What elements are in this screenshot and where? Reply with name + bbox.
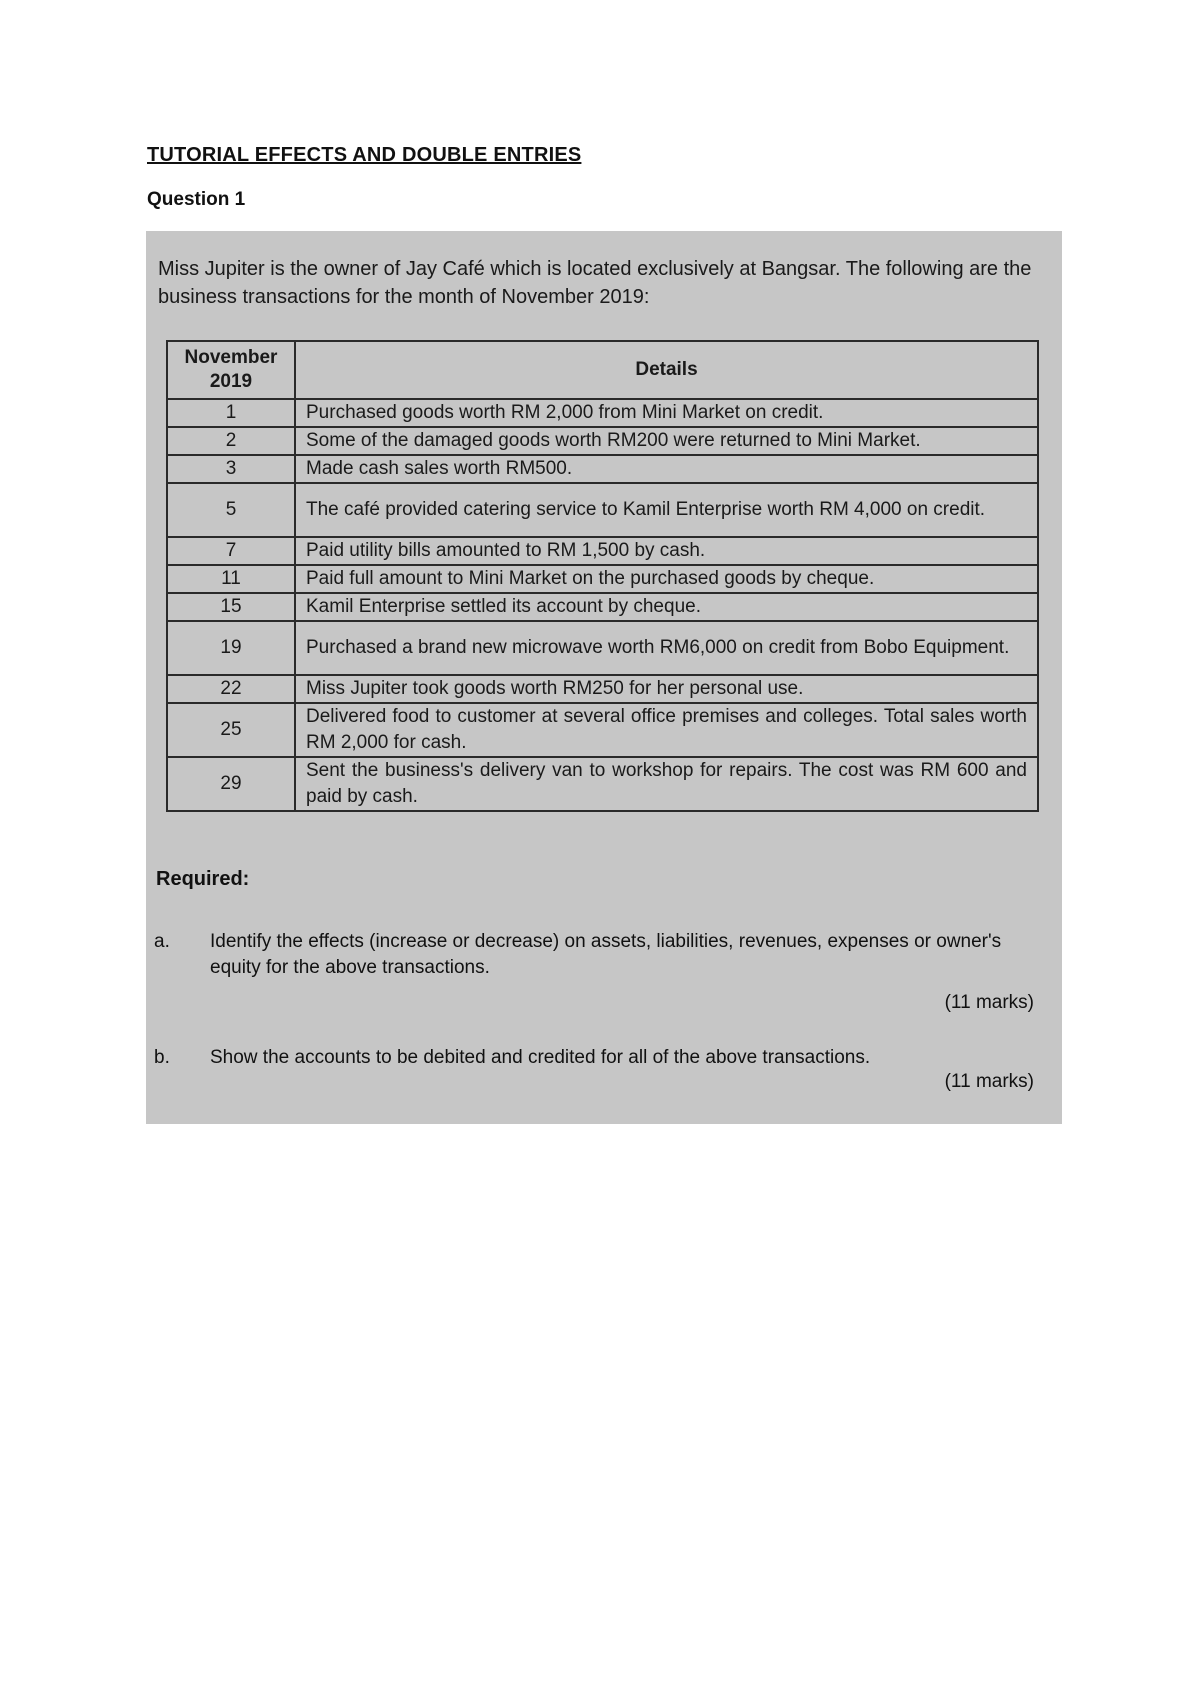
table-row [167,483,1038,537]
row-details: Miss Jupiter took goods worth RM250 for her personal use. [295,675,1038,703]
row-date: 29 [167,757,295,811]
row-details: Kamil Enterprise settled its account by cheque. [295,593,1038,621]
row-date: 5 [167,483,295,537]
details-column-header: Details [295,341,1038,399]
table-row [167,565,1038,593]
required-label: Required: [156,868,250,890]
row-date: 19 [167,621,295,675]
table-row [167,621,1038,675]
row-date: 7 [167,537,295,565]
row-date: 15 [167,593,295,621]
transactions-table [166,340,1039,812]
table-row [167,675,1038,703]
row-details: Paid utility bills amounted to RM 1,500 by cash. [295,537,1038,565]
row-date: 3 [167,455,295,483]
table-row [167,399,1038,427]
scanned-question-box [146,231,1062,1124]
row-details: Some of the damaged goods worth RM200 were returned to Mini Market. [295,427,1038,455]
row-details: Purchased a brand new microwave worth RM6,000 on credit from Bobo Equipment. [295,621,1038,675]
date-header-month: November [184,347,278,368]
table-row [167,427,1038,455]
date-column-header [167,341,295,399]
question-intro: Miss Jupiter is the owner of Jay Café which is located exclusively at Bangsar. The following are the business transactions for the month of November 2019: [158,258,1032,308]
row-date: 2 [167,427,295,455]
row-details: The café provided catering service to Kamil Enterprise worth RM 4,000 on credit. [295,483,1038,537]
item-letter: b. [154,1047,170,1068]
row-details: Made cash sales worth RM500. [295,455,1038,483]
document-title: TUTORIAL EFFECTS AND DOUBLE ENTRIES [147,144,582,166]
row-details: Paid full amount to Mini Market on the purchased goods by cheque. [295,565,1038,593]
row-date: 25 [167,703,295,757]
question-label: Question 1 [147,189,246,210]
item-letter: a. [154,931,170,952]
table-row [167,703,1038,757]
row-details: Purchased goods worth RM 2,000 from Mini Market on credit. [295,399,1038,427]
table-row [167,455,1038,483]
row-date: 1 [167,399,295,427]
row-details: Delivered food to customer at several office premises and colleges. Total sales worth RM 2,000 for cash. [295,703,1038,757]
date-header-year: 2019 [209,371,253,392]
table-row [167,537,1038,565]
row-date: 22 [167,675,295,703]
marks-b: (11 marks) [944,1071,1034,1092]
table-row [167,757,1038,811]
item-text: Show the accounts to be debited and credited for all of the above transactions. [210,1047,871,1068]
marks-a: (11 marks) [944,992,1034,1013]
item-text: Identify the effects (increase or decrease) on assets, liabilities, revenues, expenses or owner's equity for the above transactions. [210,931,1002,978]
row-date: 11 [167,565,295,593]
table-row [167,593,1038,621]
row-details: Sent the business's delivery van to workshop for repairs. The cost was RM 600 and paid by cash. [295,757,1038,811]
